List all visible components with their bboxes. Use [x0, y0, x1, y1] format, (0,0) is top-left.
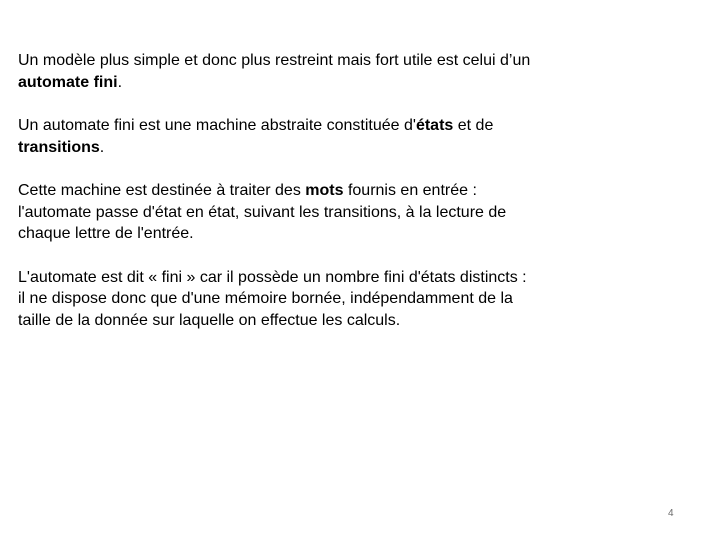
paragraph-fini: [18, 267, 538, 332]
paragraph-4-text: L'automate est dit « fini » car il possède un nombre fini d'états distincts : il ne dispose donc que d'une mémoire bornée, indépendamment de la taille de la donnée sur laquelle on effectue les calculs.: [18, 268, 527, 329]
paragraph-definition: [18, 115, 538, 158]
paragraph-automate-fini: [18, 50, 538, 93]
slide-body: [18, 50, 538, 353]
paragraph-3-text: Cette machine est destinée à traiter des: [18, 182, 306, 199]
paragraph-3-end: fournis en entrée : l'automate passe d'état en état, suivant les transitions, à la lecture de chaque lettre de l'entrée.: [18, 182, 507, 242]
paragraph-2-text: Un automate fini est une machine abstraite constituée d': [18, 117, 416, 134]
paragraph-1-end: .: [117, 73, 123, 91]
paragraph-2-end: .: [99, 138, 105, 156]
term-mots: mots: [305, 182, 344, 199]
paragraph-2-mid: et de: [453, 117, 494, 134]
page-number: 4: [668, 508, 674, 519]
paragraph-1-text: Un modèle plus simple et donc plus restreint mais fort utile est celui d’un: [18, 52, 531, 69]
term-transitions: transitions: [18, 138, 100, 156]
term-etats: états: [415, 117, 454, 134]
paragraph-mots: [18, 180, 538, 245]
term-automate-fini: automate fini: [18, 73, 118, 91]
